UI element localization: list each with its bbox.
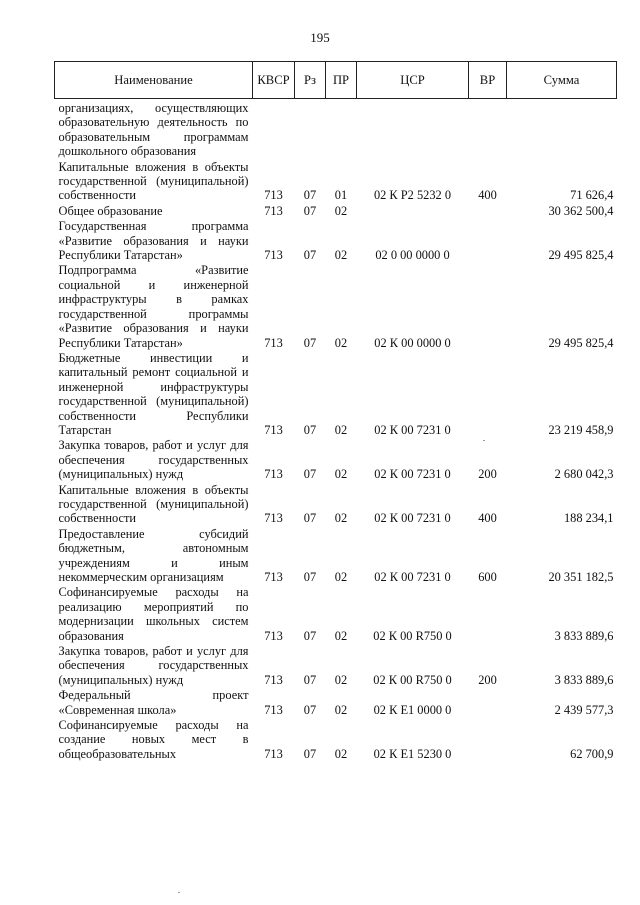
row-name: Софинансируемые расходы на реализацию мероприятий по модернизации школьных систем образования <box>58 585 249 643</box>
row-csr <box>357 204 469 219</box>
table-row <box>55 160 617 204</box>
header-rz: Рз <box>295 62 326 99</box>
row-rz: 07 <box>303 422 317 437</box>
row-kvsr: 713 <box>264 467 283 482</box>
row-sum: 188 234,1 <box>563 511 614 526</box>
row-sum: 20 351 182,5 <box>548 570 614 584</box>
row-rz: 07 <box>303 467 317 482</box>
row-csr: 02 К 00 7231 0 <box>374 422 451 437</box>
header-sum: Сумма <box>507 62 617 99</box>
row-name: организациях, осуществляющих образовательную деятельность по образовательным программам дошкольного образования <box>58 101 249 159</box>
row-sum: 3 833 889,6 <box>554 628 614 643</box>
table-header-row <box>55 62 617 99</box>
row-vr <box>469 351 507 438</box>
row-vr <box>469 585 507 644</box>
row-pr: 02 <box>334 702 348 717</box>
row-pr: 02 <box>334 746 348 761</box>
row-kvsr: 713 <box>264 188 283 203</box>
row-name: Капитальные вложения в объекты государственной (муниципальной) собственности <box>58 159 249 203</box>
row-kvsr: 713 <box>264 702 283 717</box>
row-pr: 02 <box>334 335 348 350</box>
row-vr: 600 <box>478 570 497 584</box>
row-pr: 02 <box>334 511 348 526</box>
row-csr: 02 К 00 7231 0 <box>374 467 451 482</box>
row-sum: 62 700,9 <box>570 746 614 761</box>
row-sum: 2 680 042,3 <box>554 467 614 482</box>
row-rz: 07 <box>303 702 317 717</box>
row-vr <box>469 99 507 160</box>
row-rz: 07 <box>303 248 317 263</box>
row-sum: 23 219 458,9 <box>548 422 614 437</box>
row-pr: 01 <box>334 188 348 203</box>
row-name: Закупка товаров, работ и услуг для обеспечения государственных (муниципальных) нужд <box>58 438 249 482</box>
row-sum: 29 495 825,4 <box>548 248 614 263</box>
table-row <box>55 219 617 263</box>
scan-speck <box>483 440 485 441</box>
row-sum: 3 833 889,6 <box>554 672 614 687</box>
row-rz: 07 <box>303 188 317 203</box>
row-vr <box>469 204 507 219</box>
row-rz: 07 <box>303 335 317 350</box>
row-pr <box>326 99 357 160</box>
scan-speck <box>178 892 180 893</box>
row-sum: 30 362 500,4 <box>548 203 614 218</box>
row-vr <box>469 718 507 762</box>
row-sum: 2 439 577,3 <box>554 702 614 717</box>
table-row <box>55 585 617 644</box>
row-pr: 02 <box>334 248 348 263</box>
row-vr <box>469 688 507 718</box>
header-csr: ЦСР <box>357 62 469 99</box>
table-row <box>55 527 617 586</box>
row-kvsr: 713 <box>264 248 283 263</box>
table-row <box>55 644 617 688</box>
page-number: 195 <box>310 30 330 45</box>
row-kvsr: 713 <box>264 570 283 584</box>
table-row <box>55 204 617 219</box>
row-name: Софинансируемые расходы на создание новых мест в общеобразовательных <box>58 718 249 761</box>
table-row <box>55 483 617 527</box>
row-rz: 07 <box>303 672 317 687</box>
row-pr: 02 <box>334 570 348 584</box>
row-kvsr: 713 <box>264 511 283 526</box>
row-vr: 400 <box>478 188 497 203</box>
row-pr: 02 <box>334 422 348 437</box>
row-rz: 07 <box>303 511 317 526</box>
row-rz: 07 <box>303 628 317 643</box>
row-csr: 02 К Е1 0000 0 <box>373 702 452 717</box>
row-csr: 02 К Р2 5232 0 <box>373 188 452 203</box>
table-row <box>55 718 617 762</box>
row-name: Закупка товаров, работ и услуг для обеспечения государственных (муниципальных) нужд <box>58 644 249 687</box>
row-kvsr: 713 <box>264 422 283 437</box>
row-csr: 02 К 00 R750 0 <box>373 628 452 643</box>
row-sum <box>507 99 617 160</box>
row-kvsr: 713 <box>264 203 283 218</box>
row-kvsr: 713 <box>264 628 283 643</box>
row-pr: 02 <box>334 672 348 687</box>
row-rz <box>295 99 326 160</box>
header-vr: ВР <box>469 62 507 99</box>
row-pr: 02 <box>334 628 348 643</box>
row-csr: 02 К Е1 5230 0 <box>373 746 452 761</box>
row-rz: 07 <box>303 570 317 584</box>
table-row <box>55 263 617 350</box>
row-sum: 29 495 825,4 <box>548 335 614 350</box>
row-pr: 02 <box>334 467 348 482</box>
row-name: Общее образование <box>58 203 163 218</box>
row-rz: 07 <box>303 203 317 218</box>
row-csr: 02 К 00 R750 0 <box>373 672 452 687</box>
row-kvsr: 713 <box>264 335 283 350</box>
row-sum: 71 626,4 <box>570 188 614 203</box>
row-name: Государственная программа «Развитие образования и науки Республики Татарстан» <box>58 219 249 263</box>
row-pr: 02 <box>334 203 348 218</box>
row-name: Бюджетные инвестиции и капитальный ремонт социальной и инженерной инфраструктуры государственной (муниципальной) собственности Республики Татарстан <box>58 350 249 437</box>
row-vr: 400 <box>478 511 497 526</box>
row-vr <box>469 263 507 350</box>
row-csr <box>357 99 469 160</box>
table-row <box>55 438 617 482</box>
row-name: Предоставление субсидий бюджетным, автономным учреждениям и иным некоммерческим организациям <box>58 526 249 584</box>
row-rz: 07 <box>303 746 317 761</box>
row-csr: 02 К 00 7231 0 <box>374 511 451 526</box>
table-row <box>55 688 617 718</box>
row-kvsr: 713 <box>264 672 283 687</box>
row-vr: 200 <box>478 467 497 482</box>
row-csr: 02 К 00 0000 0 <box>374 335 451 350</box>
row-kvsr: 713 <box>264 746 283 761</box>
row-csr: 02 0 00 0000 0 <box>375 248 450 263</box>
budget-table <box>54 61 617 762</box>
row-name: Капитальные вложения в объекты государственной (муниципальной) собственности <box>58 482 249 526</box>
row-name: Подпрограмма «Развитие социальной и инженерной инфраструктуры в рамках государственной программы «Развитие образования и науки Республики Татарстан» <box>58 263 249 350</box>
row-vr <box>469 219 507 263</box>
header-name: Наименование <box>55 62 253 99</box>
row-name: Федеральный проект «Современная школа» <box>58 688 249 717</box>
header-pr: ПР <box>326 62 357 99</box>
header-kvsr: КВСР <box>253 62 295 99</box>
table-row <box>55 351 617 438</box>
row-kvsr <box>253 99 295 160</box>
table-row <box>55 99 617 160</box>
row-csr: 02 К 00 7231 0 <box>374 570 451 584</box>
row-vr: 200 <box>478 672 497 687</box>
